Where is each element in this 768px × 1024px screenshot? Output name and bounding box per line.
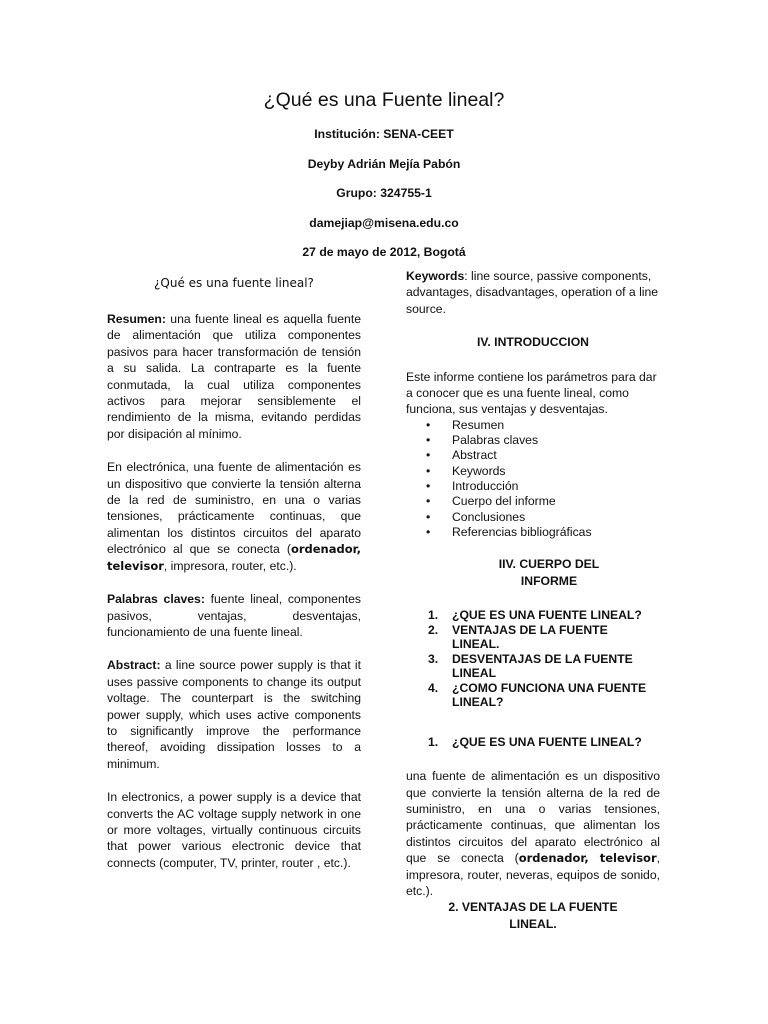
resumen-label: Resumen:	[107, 312, 166, 326]
bullet-icon: •	[426, 509, 431, 524]
date: 27 de mayo de 2012, Bogotá	[302, 245, 466, 259]
keywords-paragraph	[406, 268, 660, 317]
list-item-text: VENTAJAS DE LA FUENTE	[452, 622, 608, 637]
list-item	[428, 681, 660, 710]
list-item	[428, 623, 660, 652]
televisor-term: televisor	[107, 558, 164, 573]
author: Deyby Adrián Mejía Pabón	[307, 156, 461, 171]
list-item-text: Palabras claves	[452, 433, 539, 448]
bullet-icon: •	[426, 448, 431, 463]
abstract-label: Abstract:	[107, 658, 161, 673]
bullet-icon: •	[426, 463, 431, 478]
list-item-text: Conclusiones	[452, 509, 526, 524]
section-1-text: una fuente de alimentación es un dispositivo que convierte la tensión alterna de la red de suministro, en una o varias tensiones, prácticamente continuas, que alimentan los distintos circuitos del aparato electrónico al que se conecta (	[406, 769, 660, 866]
list-item	[426, 525, 660, 540]
left-column	[107, 268, 361, 888]
bullet-icon: •	[426, 417, 431, 432]
section-1-end: , impresora, router, neveras, equipos de sonido, etc.).	[406, 851, 661, 898]
definition-paragraph-en: In electronics, a power supply is a device that converts the AC voltage supply network in one or more voltages, virtually continuous circuits that power various electronic device that connects (computer, TV, printer, router , etc.).	[107, 790, 361, 870]
abstract-paragraph	[107, 657, 361, 772]
list-item	[426, 464, 660, 479]
section-2-heading-line-2: LINEAL.	[509, 917, 557, 932]
list-item-text: Abstract	[452, 448, 497, 463]
section-2-heading	[406, 899, 660, 933]
bullet-icon: •	[426, 479, 431, 494]
list-item	[426, 479, 660, 494]
list-item-text: Introducción	[452, 479, 519, 494]
list-number: 2.	[428, 622, 439, 637]
list-item-text: Keywords	[452, 463, 506, 478]
ordenador-term: ordenador,	[518, 851, 589, 866]
body-heading-line-1: IIV. CUERPO DEL	[498, 557, 600, 572]
list-item	[428, 652, 660, 681]
list-item-text: LINEAL?	[452, 695, 504, 710]
bullet-icon: •	[426, 494, 431, 509]
televisor-term: televisor	[599, 851, 657, 866]
list-item-text: Cuerpo del informe	[452, 494, 556, 509]
intro-paragraph: Este informe contiene los parámetros para dar a conocer que es una fuente lineal, como funciona, sus ventajas y desventajas.	[406, 369, 657, 417]
palabras-paragraph	[107, 591, 361, 640]
body-heading-line-2: INFORME	[520, 574, 578, 589]
list-item	[426, 448, 660, 463]
list-number: 4.	[428, 680, 439, 695]
numbered-outline	[406, 608, 660, 710]
bullet-icon: •	[426, 433, 431, 448]
palabras-label: Palabras claves:	[107, 592, 205, 607]
list-item	[426, 418, 660, 433]
list-number: 3.	[428, 651, 439, 666]
list-number: 1.	[428, 608, 439, 623]
list-item-text: ¿COMO FUNCIONA UNA FUENTE	[452, 680, 647, 695]
contents-list	[406, 418, 660, 540]
resumen-text: una fuente lineal es aquella fuente de alimentación que utiliza componentes pasivos para hacer transformación de tensión a su salida. La contraparte es la fuente conmutada, la cual utiliza componentes activos para mejorar sensiblemente el rendimiento de la misma, evitando perdidas por disipación al mínimo.	[107, 312, 361, 441]
section-1-heading	[428, 734, 660, 750]
list-item-text: DESVENTAJAS DE LA FUENTE	[452, 651, 633, 666]
left-heading: ¿Qué es una fuente lineal?	[154, 276, 314, 290]
palabras-text: fuente lineal, componentes pasivos, ventajas, desventajas, funcionamiento de una fuente lineal.	[107, 592, 361, 639]
list-item-text: ¿QUE ES UNA FUENTE LINEAL?	[452, 608, 642, 623]
section-1-paragraph	[406, 768, 660, 899]
list-item-text: Referencias bibliográficas	[452, 524, 592, 539]
page-title: ¿Qué es una Fuente lineal?	[263, 89, 505, 111]
institution: Institución: SENA-CEET	[314, 127, 454, 141]
definition-paragraph-es	[107, 459, 361, 574]
resumen-paragraph	[107, 311, 361, 442]
list-item-text: Resumen	[452, 417, 505, 432]
group: Grupo: 324755-1	[336, 186, 432, 200]
list-item-text: LINEAL	[452, 666, 497, 681]
keywords-label: Keywords	[406, 269, 465, 283]
list-item-text: LINEAL.	[452, 637, 500, 652]
email: damejiap@misena.edu.co	[309, 215, 459, 230]
bullet-icon: •	[426, 524, 431, 539]
abstract-text: a line source power supply is that it uses passive components to change its output voltage. The counterpart is the switching power supply, which uses active components to significantly improve the performance thereof, avoiding dissipation losses to a minimum.	[107, 658, 361, 771]
list-item	[426, 433, 660, 448]
list-item	[426, 510, 660, 525]
right-column	[406, 268, 660, 933]
section-title: ¿QUE ES UNA FUENTE LINEAL?	[452, 734, 642, 749]
body-heading	[406, 556, 660, 590]
ordenador-term: ordenador,	[290, 542, 361, 557]
intro-heading: IV. INTRODUCCION	[477, 335, 589, 350]
section-number: 1.	[428, 734, 439, 749]
section-2-heading-line-1: 2. VENTAJAS DE LA FUENTE	[448, 900, 618, 915]
keywords-text: : line source, passive components, advantages, disadvantages, operation of a line source.	[406, 269, 659, 316]
definition-end: , impresora, router, etc.).	[163, 558, 297, 573]
list-item	[428, 608, 660, 623]
definition-text: En electrónica, una fuente de alimentación es un dispositivo que convierte la tensión alterna de la red de suministro, en una o varias tensiones, prácticamente continuas, que alimentan los distintos circuitos del aparato electrónico al que se conecta (	[107, 460, 361, 557]
list-item	[426, 494, 660, 509]
